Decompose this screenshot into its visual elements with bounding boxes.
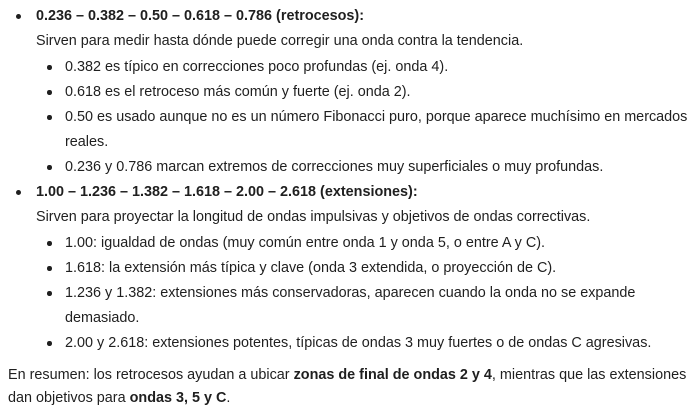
- summary-text: .: [226, 390, 231, 406]
- list-item: 2.00 y 2.618: extensiones potentes, típicas de ondas 3 muy fuertes o de ondas C agresivas.: [65, 335, 652, 351]
- list-bullet: [47, 90, 52, 95]
- list-item-continuation: reales.: [65, 134, 109, 150]
- list-bullet: [47, 291, 52, 296]
- list-item: 1.236 y 1.382: extensiones más conservadoras, aparecen cuando la onda no se expande: [65, 285, 636, 301]
- list-item: 0.236 y 0.786 marcan extremos de correcciones muy superficiales o muy profundas.: [65, 159, 604, 175]
- retrocesos-heading: [36, 6, 364, 26]
- list-bullet: [47, 341, 52, 346]
- summary-text: dan objetivos para: [8, 390, 130, 406]
- summary-text: En resumen: los retrocesos ayudan a ubicar: [8, 367, 294, 383]
- list-bullet: [47, 266, 52, 271]
- list-bullet: [47, 65, 52, 70]
- list-bullet: [47, 241, 52, 246]
- list-item: 0.618 es el retroceso más común y fuerte (ej. onda 2).: [65, 84, 411, 100]
- retrocesos-intro: Sirven para medir hasta dónde puede corregir una onda contra la tendencia.: [36, 33, 524, 49]
- summary-line-1: [8, 365, 686, 385]
- list-bullet: [16, 190, 21, 195]
- list-item: 1.618: la extensión más típica y clave (onda 3 extendida, o proyección de C).: [65, 260, 557, 276]
- summary-bold-text: zonas de final de ondas 2 y 4: [293, 367, 492, 383]
- list-bullet: [47, 115, 52, 120]
- summary-line-2: [8, 388, 230, 408]
- extensiones-heading-text: 1.00 – 1.236 – 1.382 – 1.618 – 2.00 – 2.618 (extensiones):: [36, 184, 418, 200]
- extensiones-heading: [36, 182, 418, 202]
- list-item: 0.50 es usado aunque no es un número Fibonacci puro, porque aparece muchísimo en mercados: [65, 109, 688, 125]
- list-bullet: [16, 14, 21, 19]
- list-item: 0.382 es típico en correcciones poco profundas (ej. onda 4).: [65, 59, 449, 75]
- extensiones-intro: Sirven para proyectar la longitud de ondas impulsivas y objetivos de ondas correctivas.: [36, 209, 591, 225]
- summary-bold-text: ondas 3, 5 y C: [129, 390, 227, 406]
- list-bullet: [47, 165, 52, 170]
- retrocesos-heading-text: 0.236 – 0.382 – 0.50 – 0.618 – 0.786 (retrocesos):: [36, 8, 365, 24]
- summary-text: , mientras que las extensiones: [491, 367, 687, 383]
- list-item-continuation: demasiado.: [65, 310, 140, 326]
- list-item: 1.00: igualdad de ondas (muy común entre onda 1 y onda 5, o entre A y C).: [65, 235, 545, 251]
